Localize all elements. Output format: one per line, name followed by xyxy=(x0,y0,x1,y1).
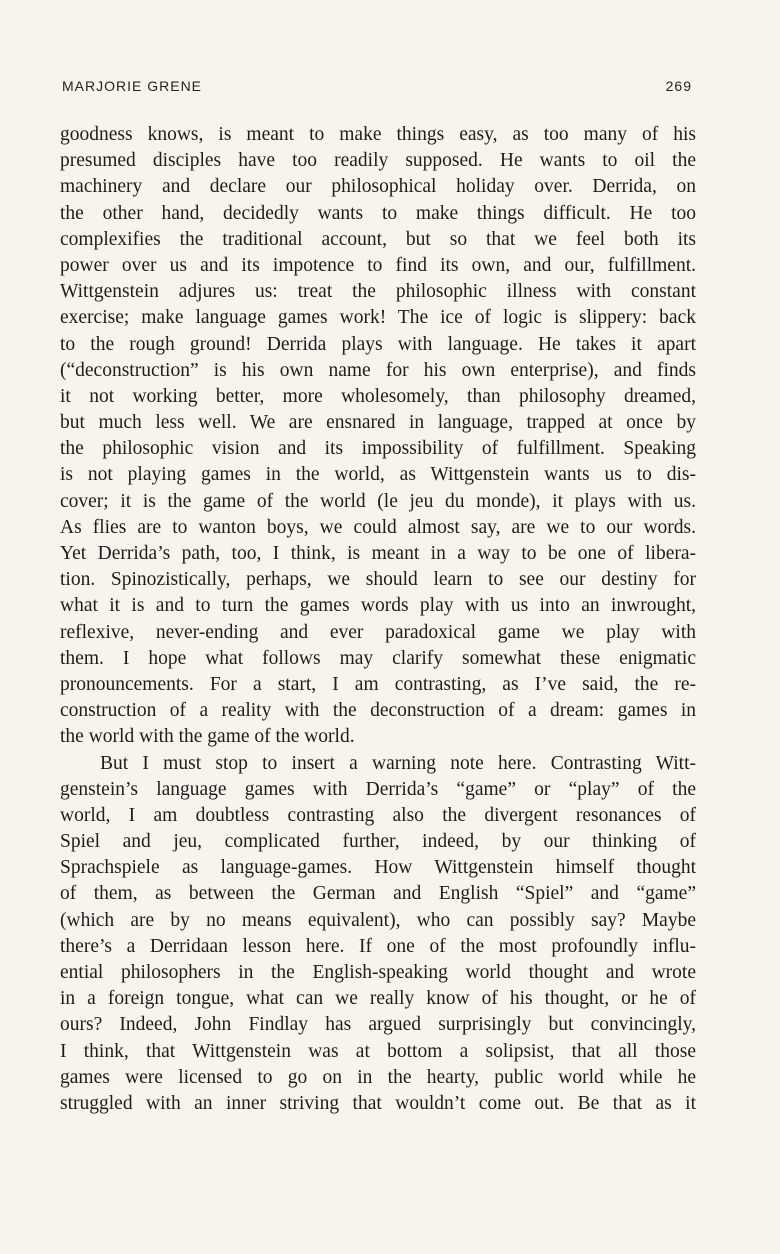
text-line: (“deconstruction” is his own name for his own enterprise), and finds xyxy=(60,359,696,381)
text-line: the other hand, decidedly wants to make things difficult. He too xyxy=(60,202,696,224)
text-line: world, I am doubtless contrasting also the divergent resonances of xyxy=(60,804,696,826)
text-line: pronouncements. For a start, I am contrasting, as I’ve said, the re- xyxy=(60,673,696,695)
text-line: is not playing games in the world, as Wittgenstein wants us to dis- xyxy=(60,464,696,486)
text-line: tion. Spinozistically, perhaps, we should learn to see our destiny for xyxy=(60,569,696,591)
text-line: it not working better, more wholesomely, than philosophy dreamed, xyxy=(60,385,696,407)
text-line: exercise; make language games work! The ice of logic is slippery: back xyxy=(60,307,696,329)
body-text xyxy=(60,122,696,1117)
text-line: games were licensed to go on in the hearty, public world while he xyxy=(60,1066,696,1088)
text-line: there’s a Derridaan lesson here. If one of the most profoundly influ- xyxy=(60,935,696,957)
text-line: presumed disciples have too readily supposed. He wants to oil the xyxy=(60,150,696,172)
running-head-author: MARJORIE GRENE xyxy=(62,78,203,94)
text-line: ours? Indeed, John Findlay has argued surprisingly but convincingly, xyxy=(60,1014,696,1036)
text-line: complexifies the traditional account, but so that we feel both its xyxy=(60,228,696,250)
text-line: but much less well. We are ensnared in language, trapped at once by xyxy=(60,412,696,434)
paragraph-first-line: But I must stop to insert a warning note here. Contrasting Witt- xyxy=(100,752,696,774)
text-line: As flies are to wanton boys, we could almost say, are we to our words. xyxy=(60,516,696,538)
text-line: machinery and declare our philosophical holiday over. Derrida, on xyxy=(60,176,696,198)
text-line: cover; it is the game of the world (le jeu du monde), it plays with us. xyxy=(60,490,696,512)
text-line: what it is and to turn the games words play with us into an inwrought, xyxy=(60,595,696,617)
text-line: (which are by no means equivalent), who can possibly say? Maybe xyxy=(60,909,696,931)
text-line: struggled with an inner striving that wouldn’t come out. Be that as it xyxy=(60,1092,696,1114)
text-line: in a foreign tongue, what can we really know of his thought, or he of xyxy=(60,988,696,1010)
text-line: Spiel and jeu, complicated further, indeed, by our thinking of xyxy=(60,831,696,853)
text-line: Wittgenstein adjures us: treat the philosophic illness with constant xyxy=(60,281,696,303)
text-line: genstein’s language games with Derrida’s “game” or “play” of the xyxy=(60,778,696,800)
running-header xyxy=(62,78,692,94)
text-line: reflexive, never-ending and ever paradoxical game we play with xyxy=(60,621,696,643)
text-line: to the rough ground! Derrida plays with language. He takes it apart xyxy=(60,333,696,355)
text-line: power over us and its impotence to find its own, and our, fulfillment. xyxy=(60,254,696,276)
text-line: construction of a reality with the deconstruction of a dream: games in xyxy=(60,700,696,722)
text-line: of them, as between the German and English “Spiel” and “game” xyxy=(60,883,696,905)
text-line: ential philosophers in the English-speaking world thought and wrote xyxy=(60,962,696,983)
paragraph-last-line: the world with the game of the world. xyxy=(60,726,355,748)
text-line: them. I hope what follows may clarify somewhat these enigmatic xyxy=(60,647,696,669)
text-line: I think, that Wittgenstein was at bottom a solipsist, that all those xyxy=(60,1040,696,1062)
text-line: Yet Derrida’s path, too, I think, is meant in a way to be one of libera- xyxy=(60,543,696,564)
text-line: the philosophic vision and its impossibility of fulfillment. Speaking xyxy=(60,438,696,460)
page-number: 269 xyxy=(665,78,692,94)
text-line: Sprachspiele as language-games. How Wittgenstein himself thought xyxy=(60,857,696,879)
text-line: goodness knows, is meant to make things easy, as too many of his xyxy=(60,124,696,145)
